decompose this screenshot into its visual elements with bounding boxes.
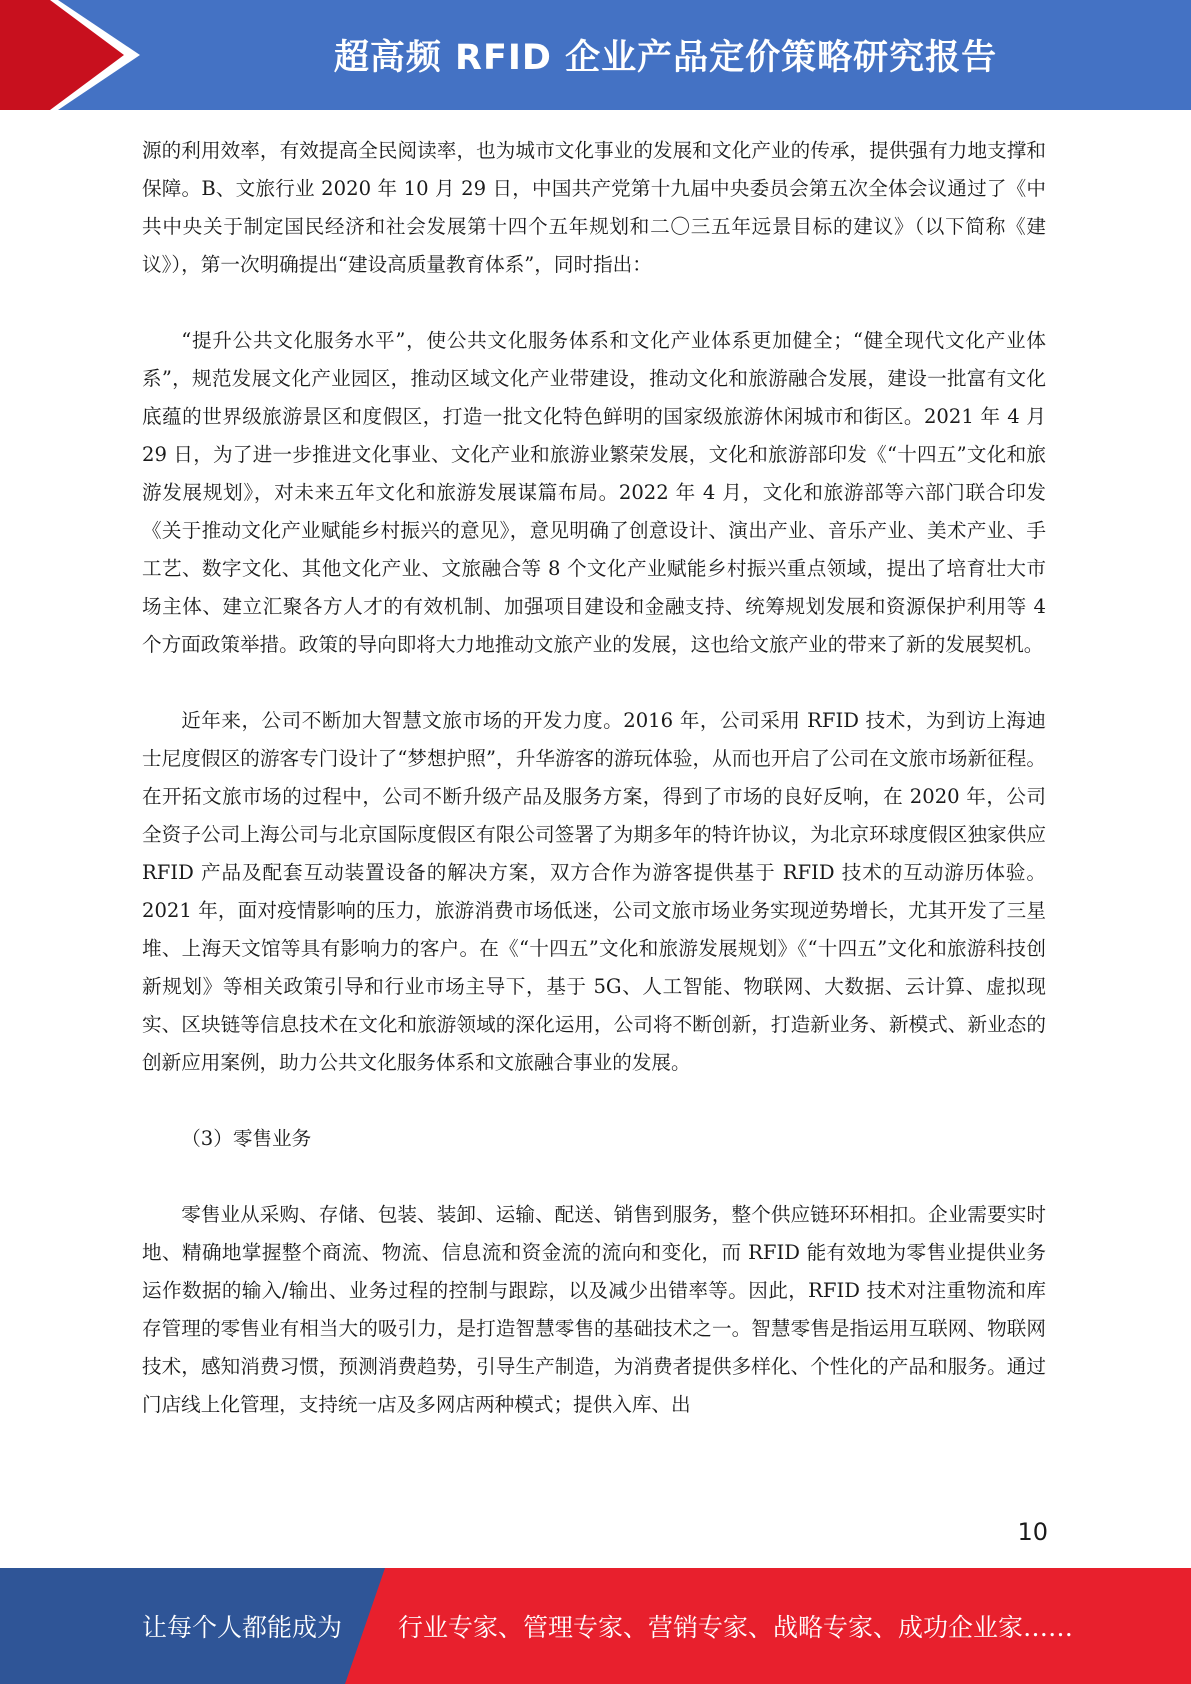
paragraph-company-cultural-tourism: 近年来，公司不断加大智慧文旅市场的开发力度。2016 年，公司采用 RFID 技术，为到访上海迪士尼度假区的游客专门设计了“梦想护照”，升华游客的游玩体验，从而也开启了公司在文旅市场新征程。在开拓文旅市场的过程中，公司不断升级产品及服务方案，得到了市场的良好反响，在 2020 年，公司全资子公司上海公司与北京国际度假区有限公司签署了为期多年的特许协议，为北京环球度假区独家供应 RFID 产品及配套互动装置设备的解决方案，双方合作为游客提供基于 RFID 技术的互动游历体验。2021 年，面对疫情影响的压力，旅游消费市场低迷，公司文旅市场业务实现逆势增长，尤其开发了三星堆、上海天文馆等具有影响力的客户。在《“十四五”文化和旅游发展规划》《“十四五”文化和旅游科技创新规划》等相关政策引导和行业市场主导下，基于 5G、人工智能、物联网、大数据、云计算、虚拟现实、区块链等信息技术在文化和旅游领域的深化运用，公司将不断创新，打造新业务、新模式、新业态的创新应用案例，助力公共文化服务体系和文旅融合事业的发展。 (142, 709, 1046, 1074)
footer-slogan-left: 让每个人都能成为 (142, 1613, 343, 1642)
page-header (0, 0, 1191, 110)
paragraph-policy: “提升公共文化服务水平”，使公共文化服务体系和文化产业体系更加健全；“健全现代文化产业体系”，规范发展文化产业园区，推动区域文化产业带建设，推动文化和旅游融合发展，建设一批富有文化底蕴的世界级旅游景区和度假区，打造一批文化特色鲜明的国家级旅游休闲城市和街区。2021 年 4 月 29 日，为了进一步推进文化事业、文化产业和旅游业繁荣发展，文化和旅游部印发《“十四五”文化和旅游发展规划》，对未来五年文化和旅游发展谋篇布局。2022 年 4 月，文化和旅游部等六部门联合印发《关于推动文化产业赋能乡村振兴的意见》，意见明确了创意设计、演出产业、音乐产业、美术产业、手工艺、数字文化、其他文化产业、文旅融合等 8 个文化产业赋能乡村振兴重点领域，提出了培育壮大市场主体、建立汇聚各方人才的有效机制、加强项目建设和金融支持、统筹规划发展和资源保护利用等 4 个方面政策举措。政策的导向即将大力地推动文旅产业的发展，这也给文旅产业的带来了新的发展契机。 (142, 329, 1046, 656)
footer-slogan-right: 行业专家、管理专家、营销专家、战略专家、成功企业家…… (398, 1613, 1074, 1642)
report-title: 超高频 RFID 企业产品定价策略研究报告 (333, 38, 998, 78)
section-heading-retail: （3）零售业务 (181, 1127, 312, 1150)
page-footer (0, 1568, 1191, 1684)
page-number: 10 (1017, 1518, 1048, 1546)
body-text (142, 132, 1046, 1462)
paragraph-continued: 源的利用效率，有效提高全民阅读率，也为城市文化事业的发展和文化产业的传承，提供强有力地支撑和保障。B、文旅行业 2020 年 10 月 29 日，中国共产党第十九届中央委员会第五次全体会议通过了《中共中央关于制定国民经济和社会发展第十四个五年规划和二〇三五年远景目标的建议》（以下简称《建议》），第一次明确提出“建设高质量教育体系”，同时指出： (142, 139, 1046, 276)
paragraph-retail: 零售业从采购、存储、包装、装卸、运输、配送、销售到服务，整个供应链环环相扣。企业需要实时地、精确地掌握整个商流、物流、信息流和资金流的流向和变化，而 RFID 能有效地为零售业提供业务运作数据的输入/输出、业务过程的控制与跟踪，以及减少出错率等。因此，RFID 技术对注重物流和库存管理的零售业有相当大的吸引力，是打造智慧零售的基础技术之一。智慧零售是指运用互联网、物联网技术，感知消费习惯，预测消费趋势，引导生产制造，为消费者提供多样化、个性化的产品和服务。通过门店线上化管理，支持统一店及多网店两种模式；提供入库、出 (142, 1203, 1046, 1416)
